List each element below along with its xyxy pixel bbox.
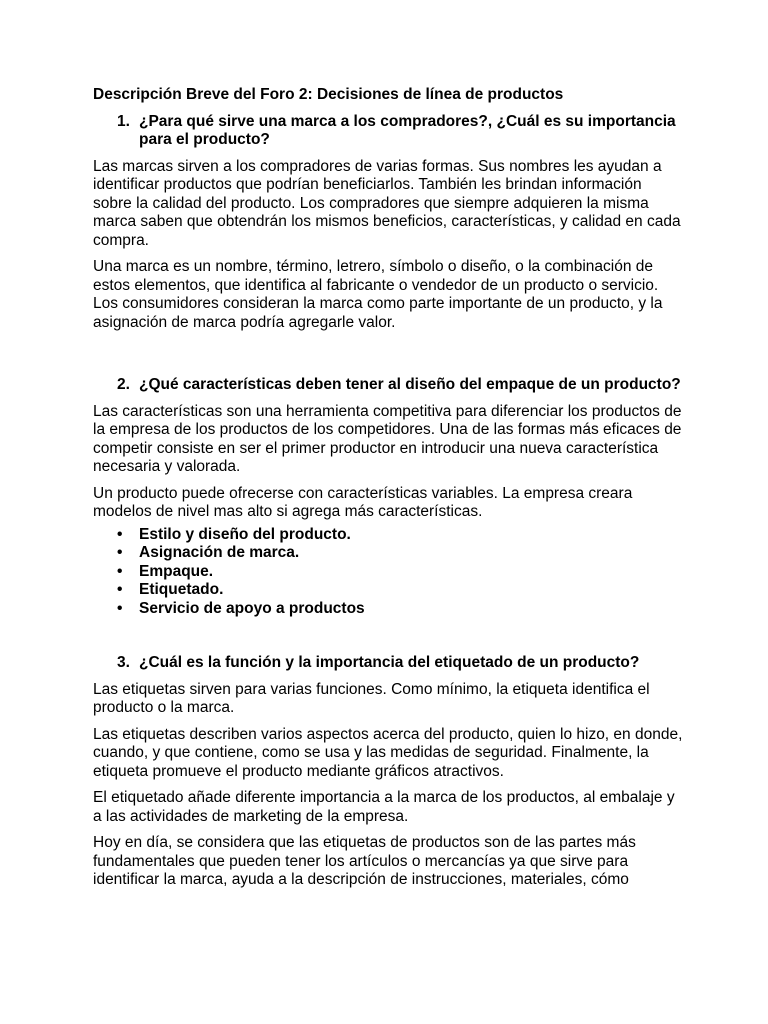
bullet-icon: • [117,525,123,543]
paragraph: El etiquetado añade diferente importancia a la marca de los productos, al embalaje y a las actividades de marketing de la empresa. [93,789,675,825]
paragraph: Las etiquetas sirven para varias funciones. Como mínimo, la etiqueta identifica el producto o la marca. [93,680,650,716]
spacer [93,626,683,654]
document-body [93,86,683,898]
paragraph: Una marca es un nombre, término, letrero, símbolo o diseño, o la combinación de estos elementos, que identifica al fabricante o vendedor de un producto o servicio. Los consumidores consideran la marca como parte importante de un producto, y la asignación de marca podría agregarle valor. [93,258,663,331]
list-item-text: Servicio de apoyo a productos [139,599,365,617]
question-2 [93,376,683,395]
list-item-text: Asignación de marca. [139,544,300,561]
question-text: ¿Cuál es la función y la importancia del etiquetado de un producto? [139,654,640,671]
bullet-icon: • [117,562,123,580]
paragraph: Las características son una herramienta competitiva para diferenciar los productos de la empresa de los productos de los competidores. Una de las formas más eficaces de competir consiste en ser el primer productor en introducir una nueva característica necesaria y valorada. [93,402,682,475]
question-number: 1. [117,112,130,130]
list-item-text: Etiquetado. [139,581,224,598]
paragraph: Las etiquetas describen varios aspectos acerca del producto, quien lo hizo, en donde, cuando, y que contiene, como se usa y las medidas de seguridad. Finalmente, la etiqueta promueve el producto mediante gráficos atractivos. [93,725,683,780]
paragraph: Un producto puede ofrecerse con características variables. La empresa creara modelos de nivel mas alto si agrega más características. [93,484,633,520]
question-text: ¿Para qué sirve una marca a los compradores?, ¿Cuál es su importancia para el producto? [139,112,676,148]
document-title: Descripción Breve del Foro 2: Decisiones de línea de productos [93,86,564,103]
list-item [93,581,683,600]
question-1 [93,113,683,150]
question-number: 2. [117,376,130,393]
list-item [93,544,683,563]
paragraph: Hoy en día, se considera que las etiquetas de productos son de las partes más fundamentales que pueden tener los artículos o mercancías ya que sirve para identificar la marca, ayuda a la descripción de instrucciones, materiales, cómo [93,834,636,888]
list-item-text: Empaque. [139,562,214,580]
list-item [93,526,683,545]
list-item [93,563,683,582]
list-item-text: Estilo y diseño del producto. [139,525,351,543]
question-number: 3. [117,654,130,671]
bullet-icon: • [117,581,123,598]
bullet-icon: • [117,599,123,617]
feature-list [93,526,683,619]
bullet-icon: • [117,544,123,561]
question-text: ¿Qué características deben tener al diseño del empaque de un producto? [139,376,681,393]
spacer [93,340,683,376]
list-item [93,600,683,619]
question-3 [93,654,683,673]
paragraph: Las marcas sirven a los compradores de varias formas. Sus nombres les ayudan a identificar productos que podrían beneficiarlos. También les brindan información sobre la calidad del producto. Los compradores que siempre adquieren la misma marca saben que obtendrán los mismos beneficios, características, y calidad en cada compra. [93,157,681,249]
